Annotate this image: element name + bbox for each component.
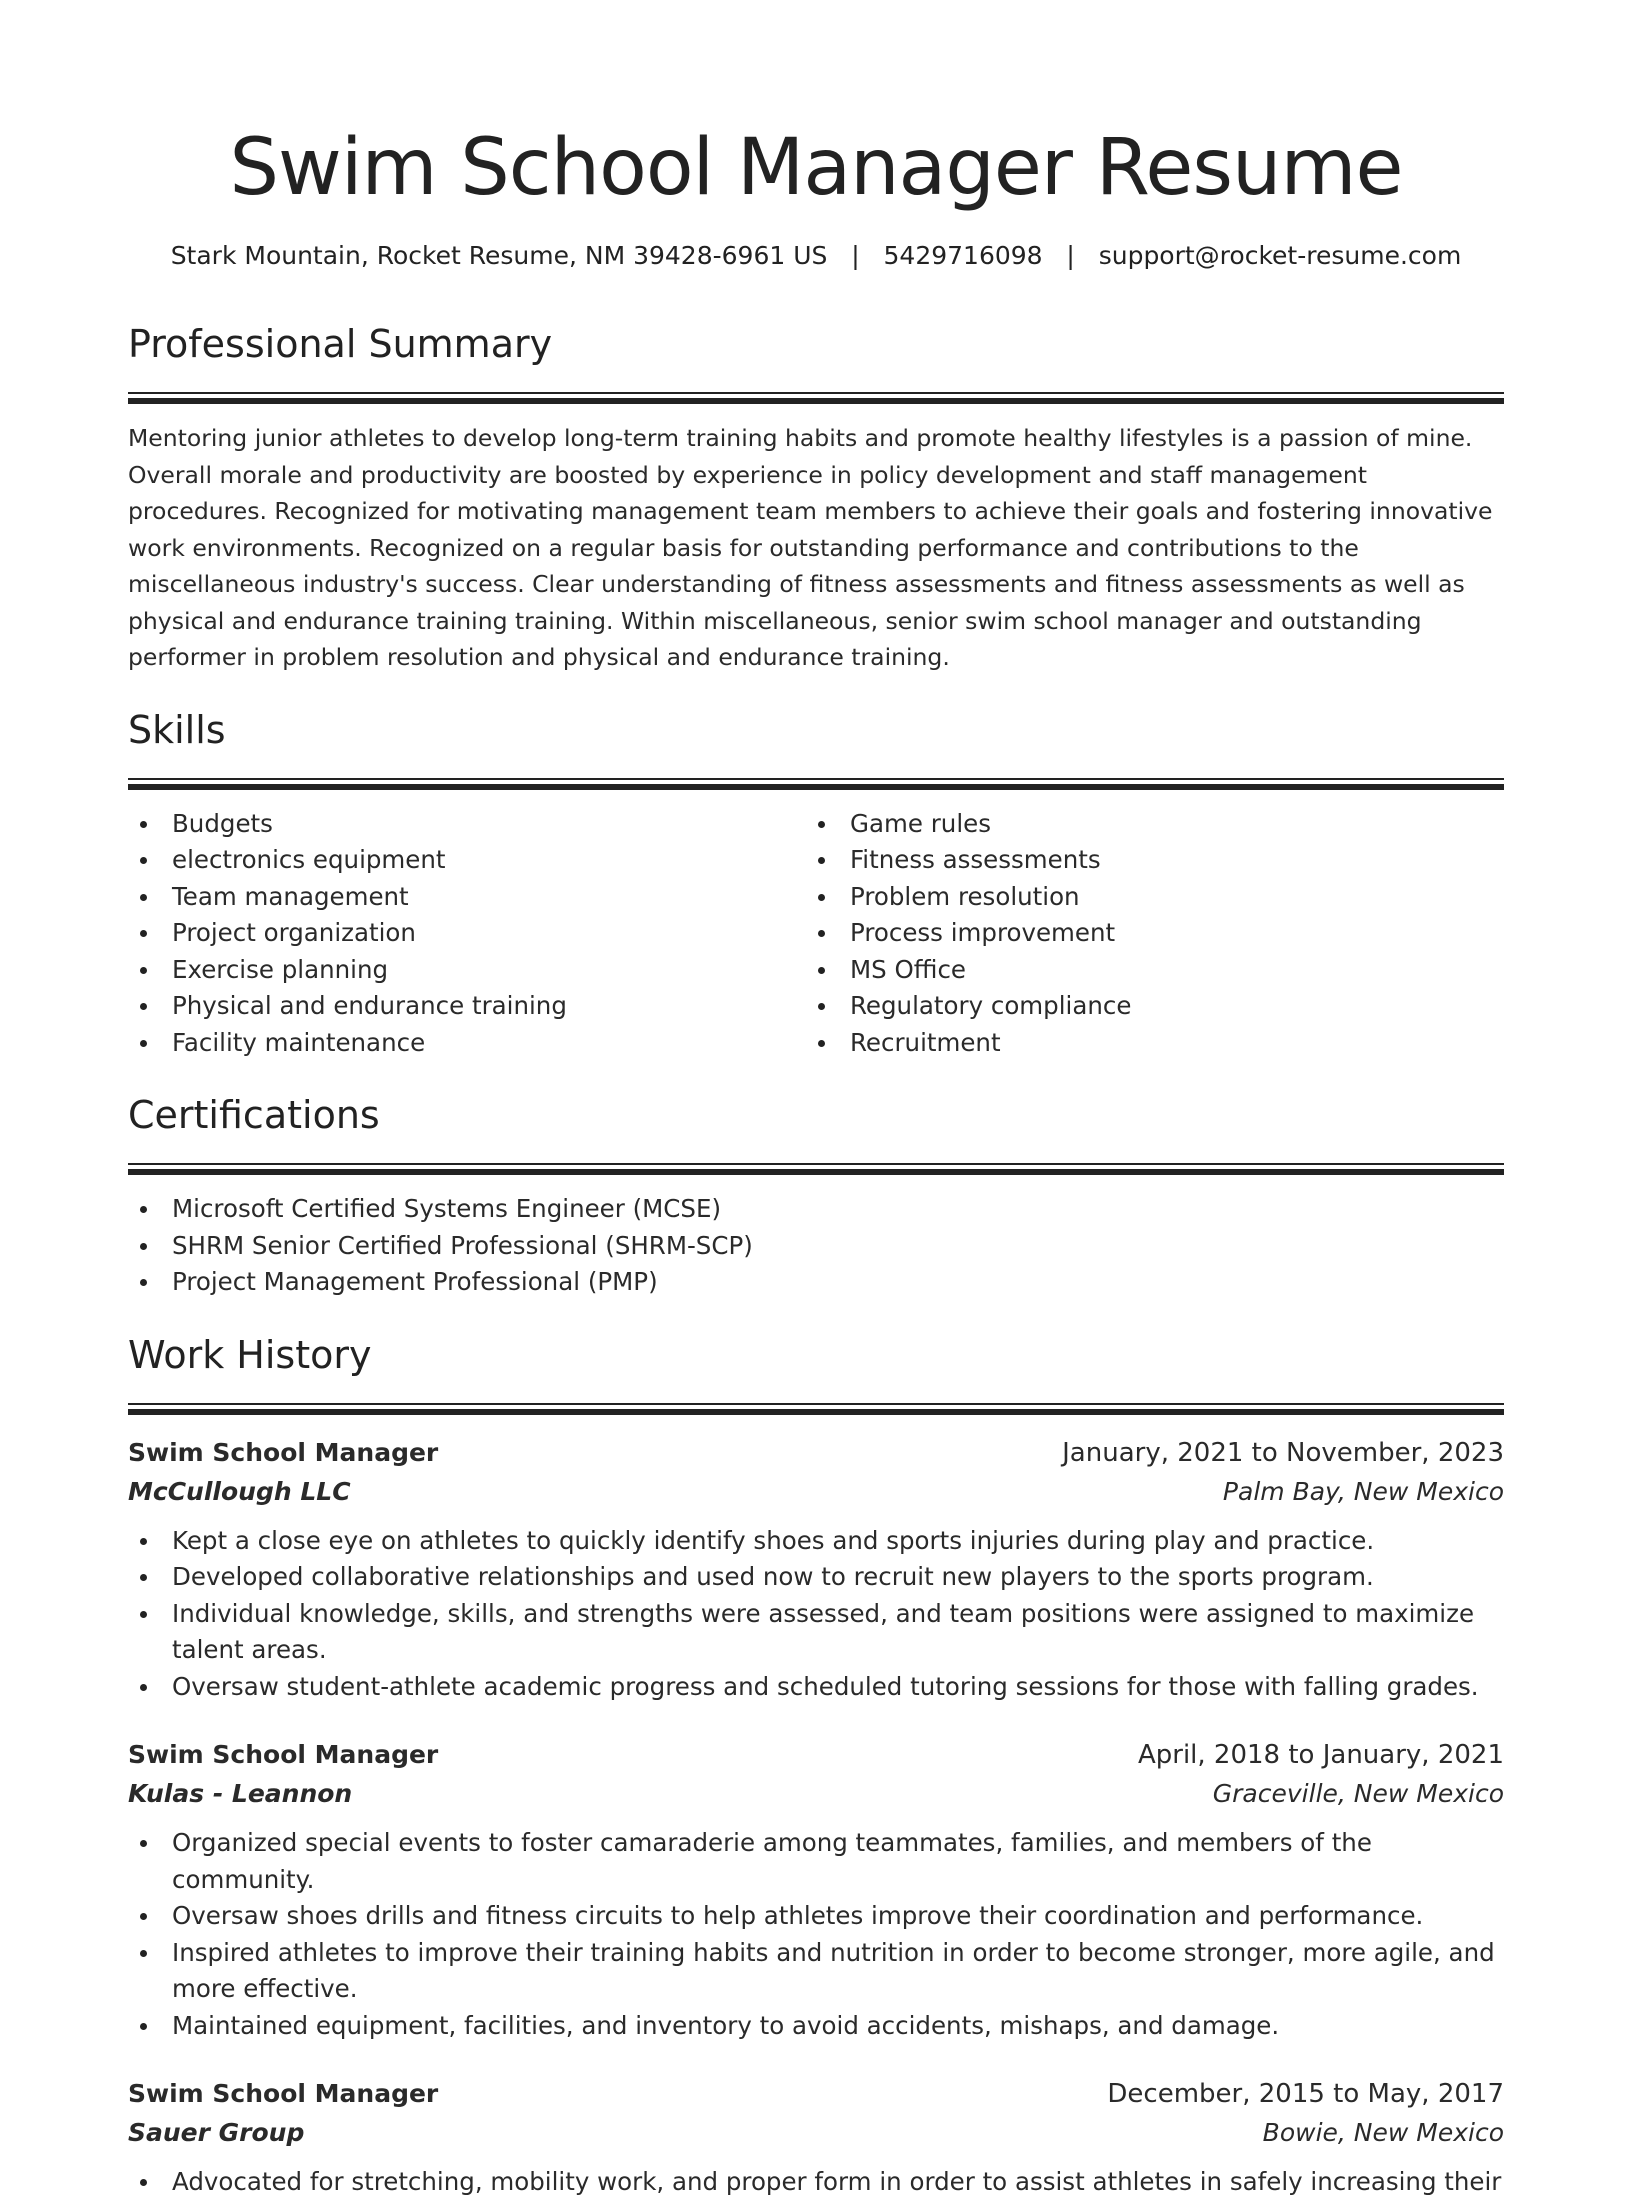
- contact-line: [0, 238, 1632, 274]
- skill-item: Problem resolution: [806, 879, 1484, 916]
- skills-section: [128, 702, 1504, 1062]
- skill-item: Exercise planning: [128, 952, 806, 989]
- section-divider: [128, 778, 1504, 790]
- skills-column-left: [128, 806, 806, 1062]
- job-bullet: Individual knowledge, skills, and strengths were assessed, and team positions were assigned to maximize talent areas.: [128, 1596, 1504, 1669]
- certification-item: SHRM Senior Certified Professional (SHRM-SCP): [128, 1228, 1504, 1265]
- skill-item: Budgets: [128, 806, 806, 843]
- summary-section: [128, 316, 1504, 676]
- certification-item: Project Management Professional (PMP): [128, 1264, 1504, 1301]
- job-bullets: [128, 2164, 1504, 2201]
- skill-item: Recruitment: [806, 1025, 1484, 1062]
- job-location: Graceville, New Mexico: [1212, 1779, 1504, 1808]
- skill-item: MS Office: [806, 952, 1484, 989]
- contact-address: Stark Mountain, Rocket Resume, NM 39428-6961 US: [170, 241, 828, 270]
- skills-column-right: [806, 806, 1484, 1062]
- section-divider: [128, 1403, 1504, 1415]
- skill-item: Fitness assessments: [806, 842, 1484, 879]
- job-dates: December, 2015 to May, 2017: [1107, 2079, 1504, 2109]
- skills-grid: [128, 806, 1504, 1062]
- contact-separator: |: [1066, 241, 1075, 270]
- section-heading-skills: Skills: [128, 707, 226, 752]
- skill-item: Project organization: [128, 915, 806, 952]
- skill-item: Facility maintenance: [128, 1025, 806, 1062]
- job-subheader: [128, 2114, 1504, 2152]
- resume-content: [128, 316, 1504, 2201]
- job-location: Palm Bay, New Mexico: [1222, 1476, 1504, 1506]
- job-location: Bowie, New Mexico: [1262, 2118, 1504, 2147]
- job-bullet: Oversaw student-athlete academic progress and scheduled tutoring sessions for those with falling grades.: [128, 1669, 1504, 1706]
- skill-item: Game rules: [806, 806, 1484, 843]
- job-bullet: Kept a close eye on athletes to quickly identify shoes and sports injuries during play and practice.: [128, 1523, 1504, 1560]
- work-history-section: [128, 1327, 1504, 2201]
- job-dates: April, 2018 to January, 2021: [1137, 1740, 1504, 1770]
- summary-text: Mentoring junior athletes to develop long-term training habits and promote healthy lifestyles is a passion of mine. Overall morale and productivity are boosted by experience in policy development and staff management procedures. Recognized for motivating management team members to achieve their goals and fostering innovative work environments. Recognized on a regular basis for outstanding performance and contributions to the miscellaneous industry's success. Clear understanding of fitness assessments and fitness assessments as well as physical and endurance training training. Within miscellaneous, senior swim school manager and outstanding performer in problem resolution and physical and endurance training.: [128, 424, 1493, 671]
- certifications-list: [128, 1191, 1504, 1301]
- job-entry: [128, 2074, 1504, 2201]
- job-title: Swim School Manager: [128, 1437, 439, 1467]
- skill-item: Process improvement: [806, 915, 1484, 952]
- job-bullet: Advocated for stretching, mobility work, and proper form in order to assist athletes in safely increasing their: [128, 2164, 1504, 2201]
- job-header: [128, 2074, 1504, 2114]
- section-heading-summary: Professional Summary: [128, 322, 553, 366]
- certifications-section: [128, 1087, 1504, 1301]
- page-title: Swim School Manager Resume: [229, 123, 1403, 213]
- job-company: Sauer Group: [128, 2118, 305, 2147]
- skill-item: Physical and endurance training: [128, 988, 806, 1025]
- job-header: [128, 1735, 1504, 1775]
- job-bullet: Oversaw shoes drills and fitness circuits to help athletes improve their coordination and performance.: [128, 1898, 1504, 1935]
- job-subheader: [128, 1775, 1504, 1813]
- section-divider: [128, 1163, 1504, 1175]
- job-title: Swim School Manager: [128, 1740, 439, 1769]
- section-divider: [128, 392, 1504, 404]
- job-bullet: Organized special events to foster camaraderie among teammates, families, and members of the community.: [128, 1825, 1504, 1898]
- job-dates: January, 2021 to November, 2023: [1062, 1437, 1504, 1468]
- contact-phone: 5429716098: [883, 241, 1043, 270]
- contact-separator: |: [851, 241, 860, 270]
- job-subheader: [128, 1473, 1504, 1511]
- certification-item: Microsoft Certified Systems Engineer (MCSE): [128, 1191, 1504, 1228]
- section-heading-certifications: Certifications: [128, 1093, 380, 1137]
- job-bullets: [128, 1825, 1504, 2044]
- section-heading-work-history: Work History: [128, 1332, 372, 1377]
- contact-email: support@rocket-resume.com: [1098, 241, 1462, 270]
- job-header: [128, 1433, 1504, 1473]
- job-bullet: Inspired athletes to improve their training habits and nutrition in order to become stronger, more agile, and more effective.: [128, 1935, 1504, 2008]
- job-bullet: Maintained equipment, facilities, and inventory to avoid accidents, mishaps, and damage.: [128, 2008, 1504, 2045]
- job-bullet: Developed collaborative relationships and used now to recruit new players to the sports program.: [128, 1559, 1504, 1596]
- job-title: Swim School Manager: [128, 2079, 439, 2108]
- job-company: McCullough LLC: [128, 1476, 351, 1506]
- job-bullets: [128, 1523, 1504, 1706]
- job-entry: [128, 1735, 1504, 2044]
- job-company: Kulas - Leannon: [128, 1779, 353, 1808]
- skill-item: Team management: [128, 879, 806, 916]
- job-entry: [128, 1433, 1504, 1706]
- skill-item: Regulatory compliance: [806, 988, 1484, 1025]
- skill-item: electronics equipment: [128, 842, 806, 879]
